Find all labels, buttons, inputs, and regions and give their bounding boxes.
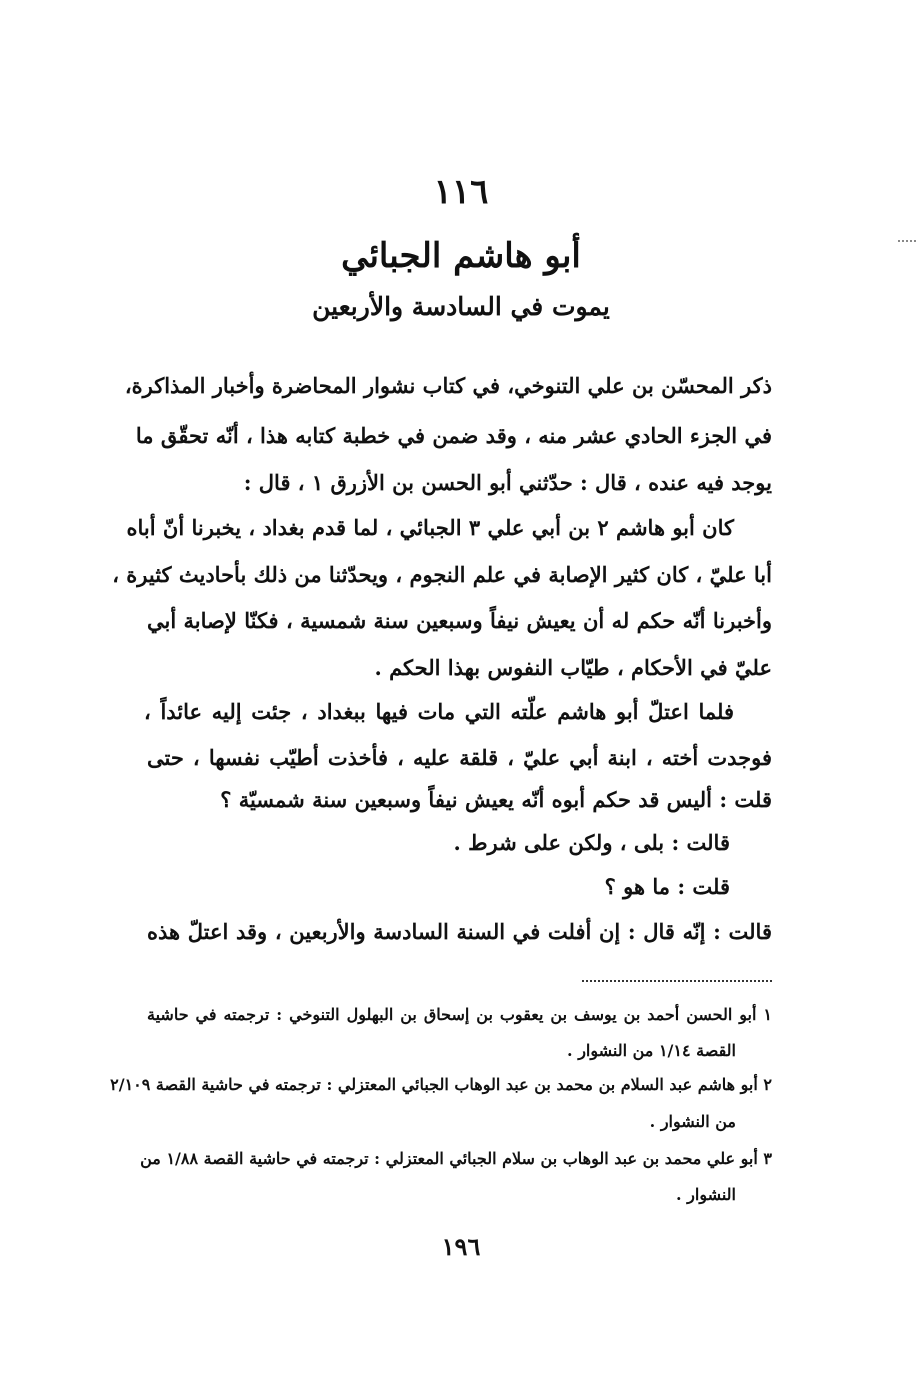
page-number: ١٩٦ (441, 1232, 481, 1261)
footnote-1-line-2: القصة ١/١٤ من النشوار . (567, 1041, 736, 1060)
body-line: أبا عليّ ، كان كثير الإصابة في علم النجوم ، ويحدّثنا من ذلك بأحاديث كثيرة ، (112, 562, 772, 587)
story-number: ١١٦ (433, 172, 489, 212)
body-line: قلت : ما هو ؟ (604, 874, 730, 899)
page-title: أبو هاشم الجبائي (341, 236, 581, 276)
footnote-2-line-2: من النشوار . (649, 1112, 736, 1131)
footnote-3-line-1: ٣ أبو علي محمد بن عبد الوهاب بن سلام الجبائي المعتزلي : ترجمته في حاشية القصة ١/٨٨ من (140, 1149, 772, 1168)
footnote-3-line-2: النشوار . (676, 1185, 736, 1204)
body-line: فوجدت أخته ، ابنة أبي عليّ ، قلقة عليه ، فأخذت أطيّب نفسها ، حتى (147, 745, 772, 770)
body-line: ذكر المحسّن بن علي التنوخي، في كتاب نشوار المحاضرة وأخبار المذاكرة، (124, 373, 772, 398)
body-line: قالت : إنّه قال : إن أفلت في السنة السادسة والأربعين ، وقد اعتلّ هذه (147, 919, 772, 944)
body-line: كان أبو هاشم ٢ بن أبي علي ٣ الجبائي ، لما قدم بغداد ، يخبرنا أنّ أباه (126, 515, 734, 540)
footnote-separator (582, 980, 772, 982)
footnote-2-line-1: ٢ أبو هاشم عبد السلام بن محمد بن عبد الوهاب الجبائي المعتزلي : ترجمته في حاشية القصة ٢/١٠٩ (110, 1075, 772, 1094)
body-line: وأخبرنا أنّه حكم له أن يعيش نيفاً وسبعين سنة شمسية ، فكنّا لإصابة أبي (147, 608, 772, 633)
body-line: قلت : أليس قد حكم أبوه أنّه يعيش نيفاً وسبعين سنة شمسيّة ؟ (220, 787, 772, 812)
body-line: في الجزء الحادي عشر منه ، وقد ضمن في خطبة كتابه هذا ، أنّه تحقّق ما (135, 423, 772, 448)
body-line: عليّ في الأحكام ، طيّاب النفوس بهذا الحكم . (374, 655, 772, 680)
body-line: يوجد فيه عنده ، قال : حدّثني أبو الحسن بن الأزرق ١ ، قال : (243, 470, 772, 495)
page-subtitle: يموت في السادسة والأربعين (312, 292, 610, 321)
body-line: قالت : بلى ، ولكن على شرط . (453, 830, 730, 855)
footnote-1-line-1: ١ أبو الحسن أحمد بن يوسف بن يعقوب بن إسحاق بن البهلول التنوخي : ترجمته في حاشية (147, 1005, 772, 1024)
body-line: فلما اعتلّ أبو هاشم علّته التي مات فيها ببغداد ، جئت إليه عائداً ، (144, 699, 734, 724)
